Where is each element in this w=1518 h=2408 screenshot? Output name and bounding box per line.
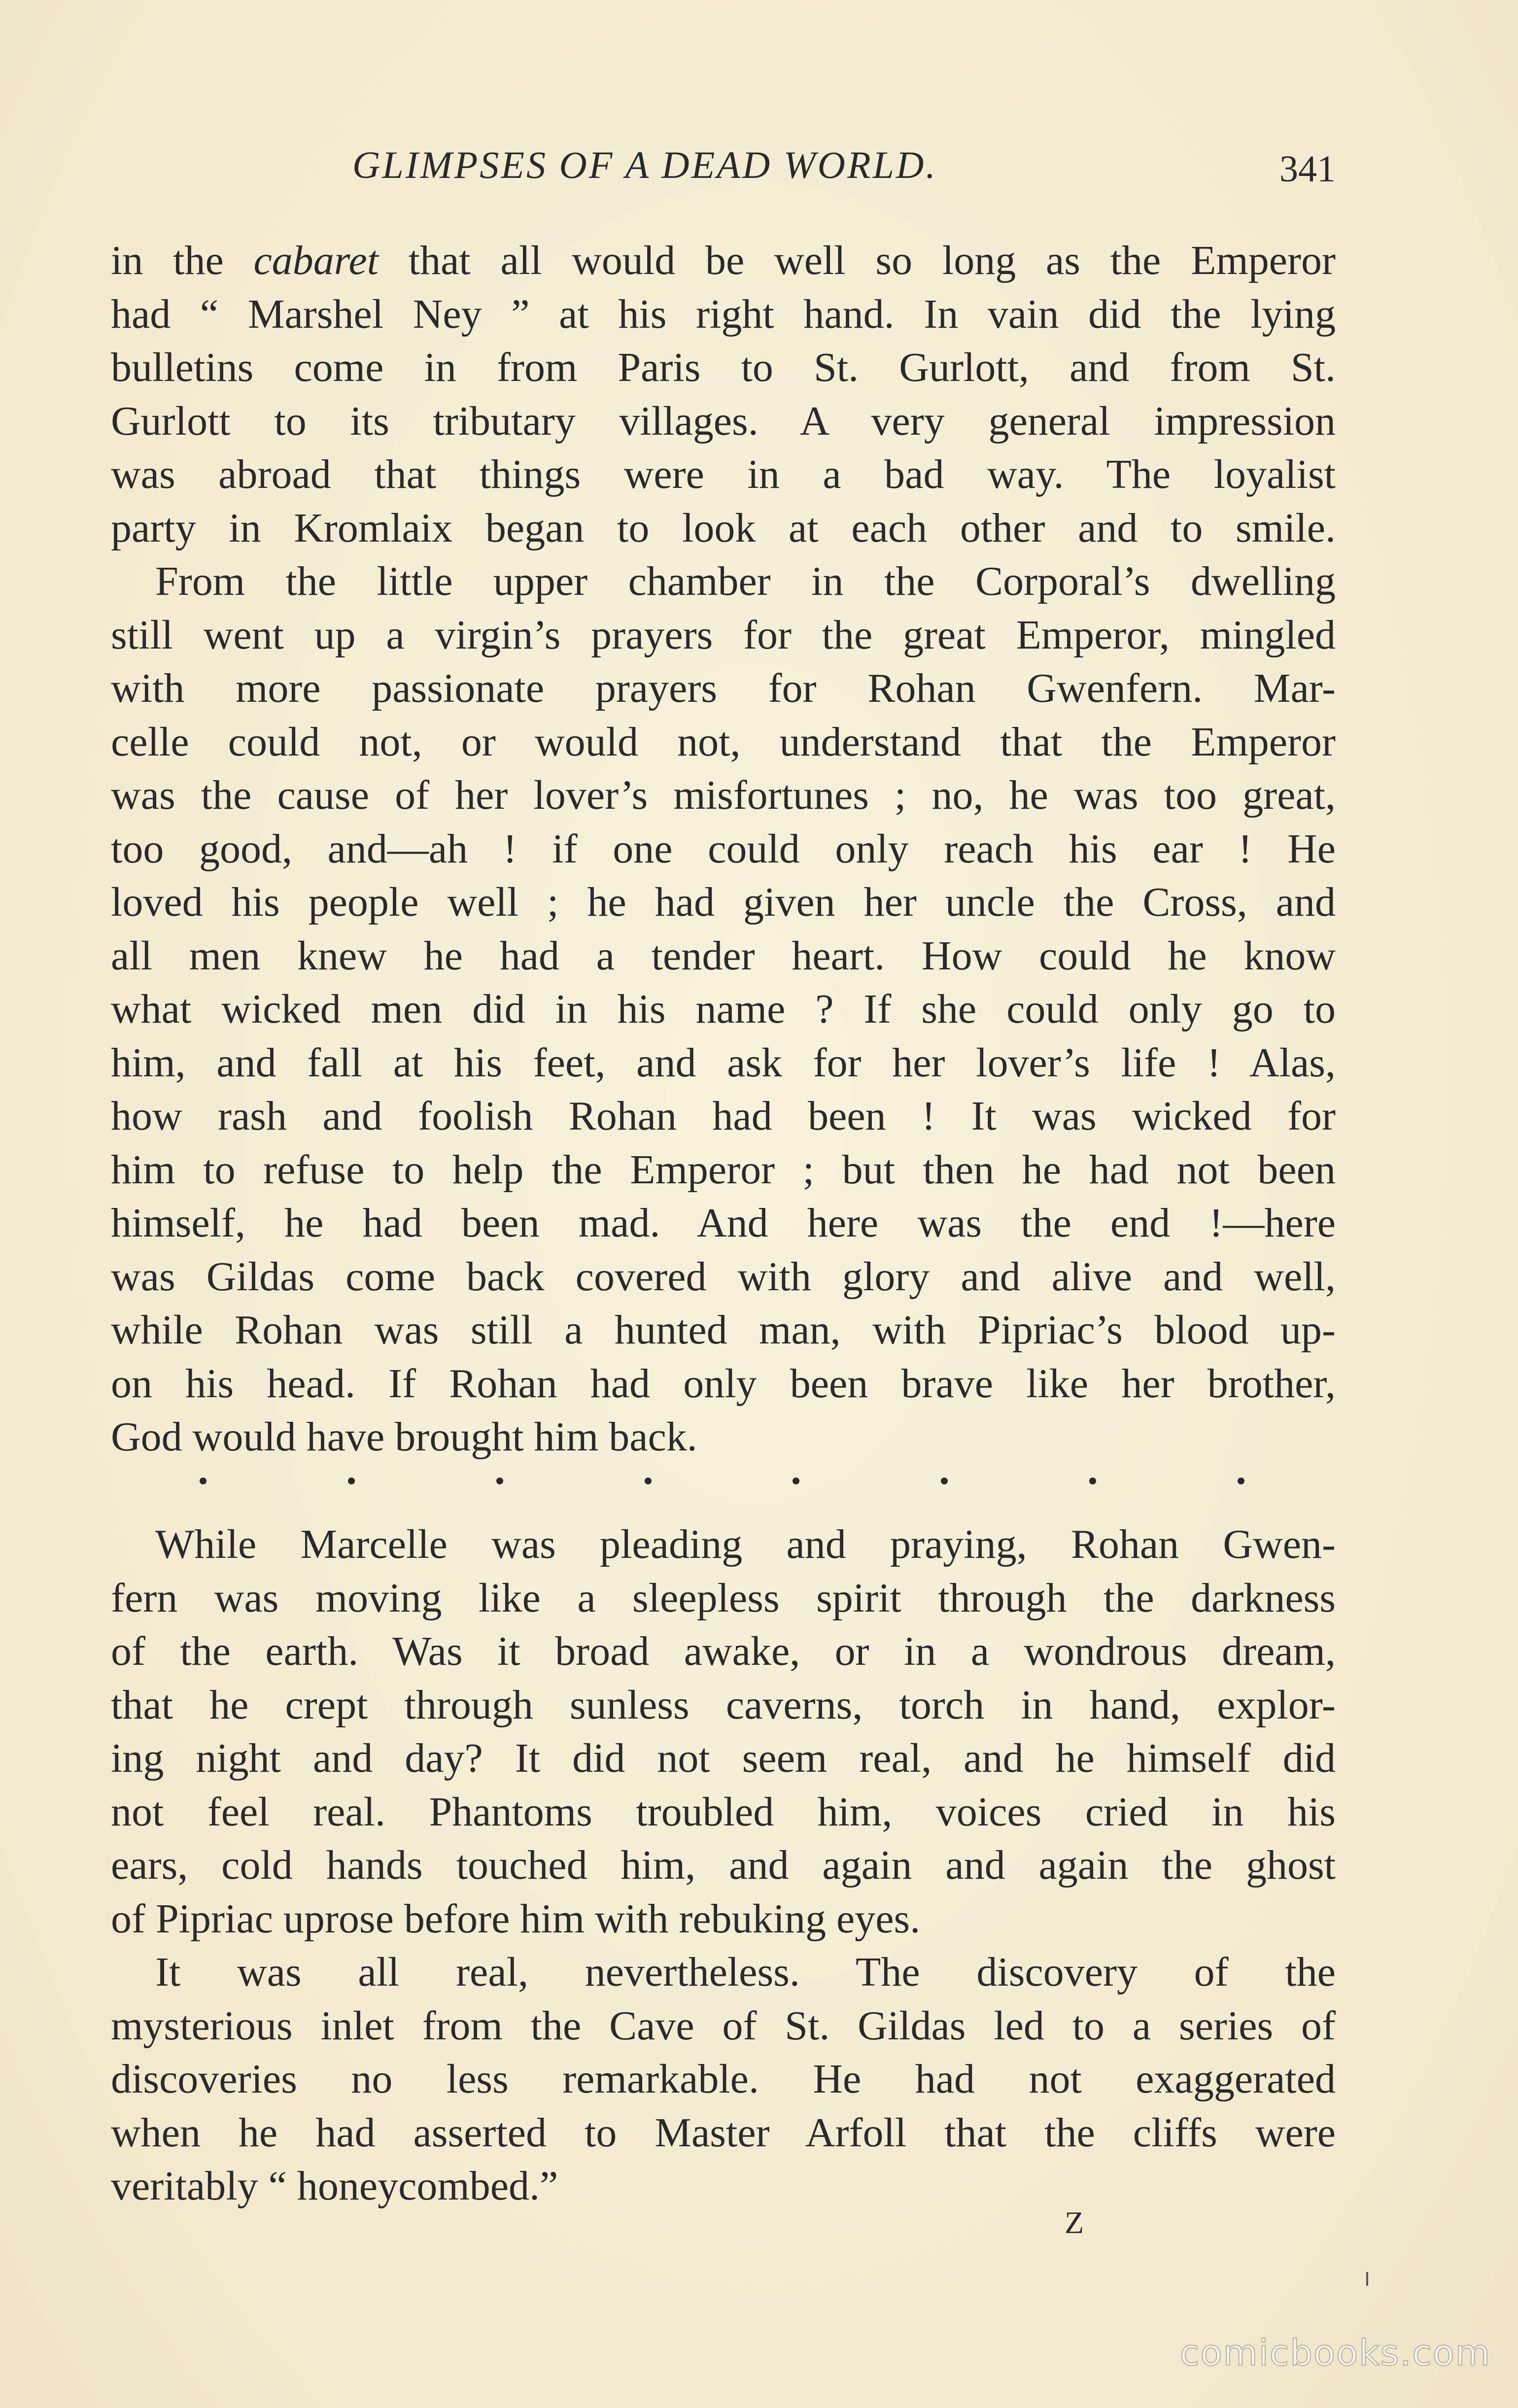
paragraph-4 [111,1946,1336,2213]
emphasis-word: cabaret [253,238,379,283]
text-line: how rash and foolish Rohan had been ! It was wicked for [111,1093,1336,1139]
text-line: ing night and day? It did not seem real, and he himself did [111,1735,1336,1781]
text-line: had “ Marshel Ney ” at his right hand. In vain did the lying [111,291,1336,337]
text-line: while Rohan was still a hunted man, with Pipriac’s blood up- [111,1307,1336,1353]
text-line: him to refuse to help the Emperor ; but then he had not been [111,1146,1336,1193]
running-head [111,138,1336,192]
dot [496,1478,503,1484]
paragraph-2 [111,555,1336,1464]
text-line: not feel real. Phantoms troubled him, voices cried in his [111,1789,1336,1835]
text-line: celle could not, or would not, understand that the Emperor [111,719,1336,765]
dot [1089,1478,1096,1484]
text-block-top [111,234,1336,1464]
page-number: 341 [1279,148,1336,190]
section-break-dots [200,1471,1244,1491]
paragraph-3 [111,1518,1336,1946]
paragraph-1 [111,234,1336,555]
text-line: bulletins come in from Paris to St. Gurlott, and from St. [111,344,1336,390]
dot [348,1478,355,1484]
text-line: mysterious inlet from the Cave of St. Gildas led to a series of [111,2002,1336,2049]
text-line: discoveries no less remarkable. He had not exaggerated [111,2056,1336,2102]
text-line: all men knew he had a tender heart. How could he know [111,932,1336,979]
text-line: too good, and—ah ! if one could only reach his ear ! He [111,826,1336,872]
text-line: veritably “ honeycombed.” [111,2163,558,2209]
text-line: him, and fall at his feet, and ask for her lover’s life ! Alas, [111,1039,1336,1086]
dot [1238,1478,1244,1484]
dot [645,1478,652,1484]
margin-tick [1366,2272,1368,2286]
text-block-bottom [111,1518,1336,2213]
text-line: From the little upper chamber in the Corporal’s dwelling [155,558,1336,604]
text-line: on his head. If Rohan had only been brave like her brother, [111,1360,1336,1407]
text-line-rest: that all would be well so long as the Emperor [378,238,1336,283]
text-line: was Gildas come back covered with glory and alive and well, [111,1253,1336,1300]
dot [941,1478,948,1484]
text-line: himself, he had been mad. And here was the end !—here [111,1200,1336,1246]
text-line: with more passionate prayers for Rohan Gwenfern. Mar- [111,665,1336,711]
text-line: what wicked men did in his name ? If she could only go to [111,986,1336,1032]
text-line: still went up a virgin’s prayers for the great Emperor, mingled [111,612,1336,658]
text-line: was abroad that things were in a bad way. The loyalist [111,451,1336,497]
signature-mark: Z [1065,2205,1084,2240]
text-line: that he crept through sunless caverns, torch in hand, explor- [111,1682,1336,1728]
text-line: Gurlott to its tributary villages. A very general impression [111,398,1336,444]
text-line: It was all real, nevertheless. The discovery of the [155,1949,1336,1995]
dot [200,1478,207,1484]
text-line: of Pipriac uprose before him with rebuking eyes. [111,1895,921,1942]
text-line: in the cabaret that all would be well so long as the Emperor [111,238,1336,283]
text-line: God would have brought him back. [111,1414,697,1460]
text-line: While Marcelle was pleading and praying, Rohan Gwen- [155,1521,1336,1567]
text-line: ears, cold hands touched him, and again and again the ghost [111,1842,1336,1888]
text-line: was the cause of her lover’s misfortunes ; no, he was too great, [111,772,1336,818]
text-line: loved his people well ; he had given her uncle the Cross, and [111,879,1336,925]
text-line: fern was moving like a sleepless spirit through the darkness [111,1575,1336,1621]
text-line: party in Kromlaix began to look at each other and to smile. [111,505,1336,551]
text-line: when he had asserted to Master Arfoll that the cliffs were [111,2109,1336,2156]
watermark: comicbooks.com [1179,2332,1491,2374]
dot [793,1478,799,1484]
running-title: GLIMPSES OF A DEAD WORLD. [352,143,937,186]
text-line: of the earth. Was it broad awake, or in a wondrous dream, [111,1628,1336,1674]
